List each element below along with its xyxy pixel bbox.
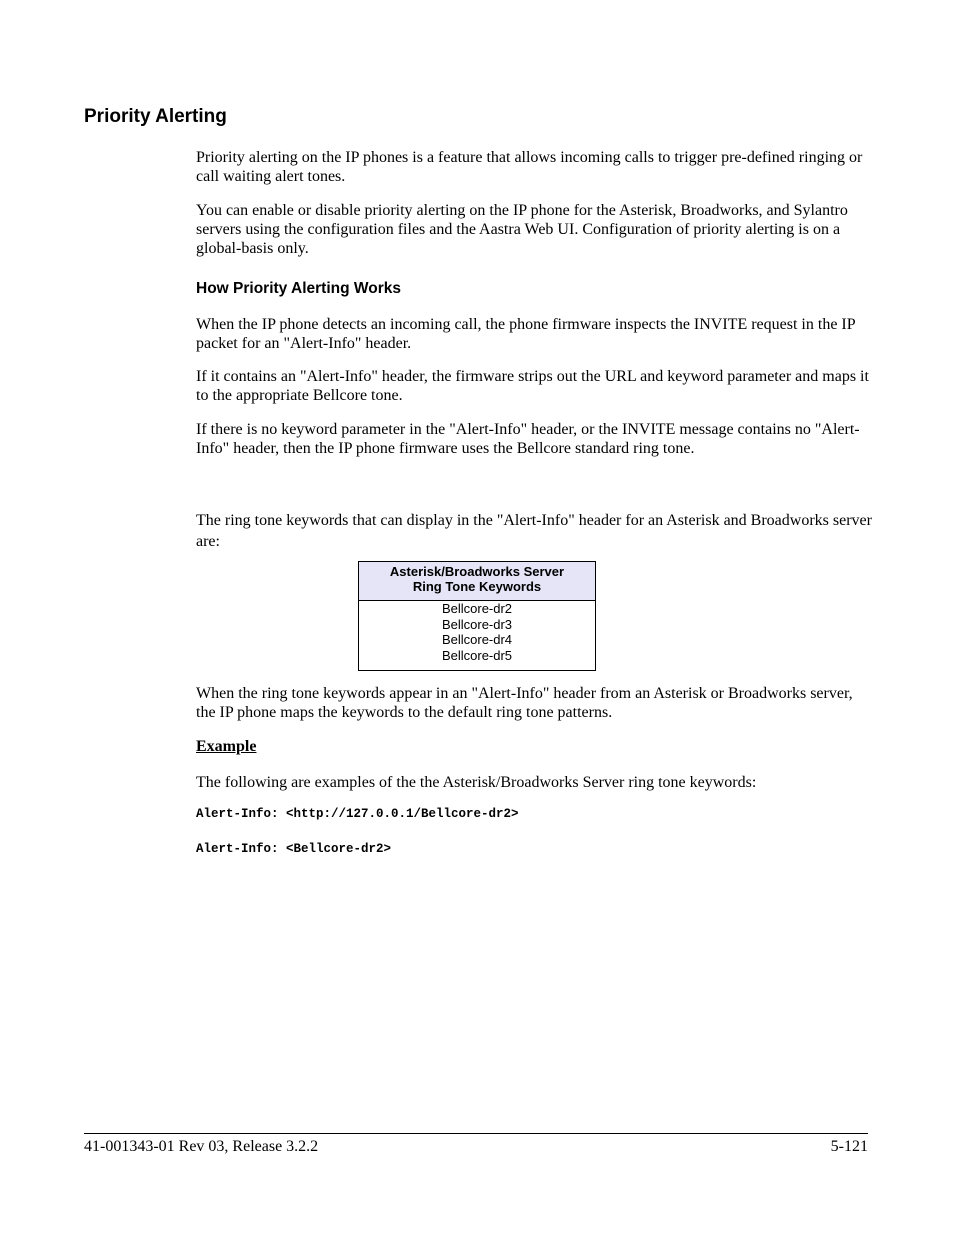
- how-paragraph-2: If it contains an "Alert-Info" header, the firmware strips out the URL and keyword parameter and maps it to the appropriate Bellcore tone.: [196, 368, 869, 404]
- ring-tone-keywords-table: [358, 561, 596, 671]
- footer-page-number: 5-121: [830, 1138, 868, 1155]
- footer-divider: [84, 1133, 868, 1134]
- intro-paragraph-1: Priority alerting on the IP phones is a feature that allows incoming calls to trigger pre-defined ringing or call waiting alert tones.: [196, 149, 863, 185]
- keywords-intro-paragraph: The ring tone keywords that can display in the "Alert-Info" header for an Asterisk and Broadworks server are:: [196, 512, 872, 550]
- example-intro-paragraph: The following are examples of the the Asterisk/Broadworks Server ring tone keywords:: [196, 774, 757, 791]
- keyword-item: Bellcore-dr4: [441, 632, 513, 647]
- code-line-1: Alert-Info: <http://127.0.0.1/Bellcore-dr2>: [196, 807, 519, 821]
- keyword-item: Bellcore-dr5: [441, 647, 513, 663]
- keyword-item: Bellcore-dr2: [441, 601, 513, 616]
- how-paragraph-3: If there is no keyword parameter in the "Alert-Info" header, or the INVITE message contains no "Alert-Info" header, then the IP phone firmware uses the Bellcore standard ring tone.: [196, 421, 860, 457]
- footer-doc-id: 41-001343-01 Rev 03, Release 3.2.2: [84, 1138, 319, 1155]
- example-heading: Example: [196, 738, 257, 755]
- code-line-2: Alert-Info: <Bellcore-dr2>: [196, 842, 392, 856]
- subsection-title: How Priority Alerting Works: [196, 280, 401, 297]
- table-header-line-2: Ring Tone Keywords: [412, 579, 542, 594]
- table-keywords-cell: [359, 601, 596, 671]
- after-table-paragraph: When the ring tone keywords appear in an "Alert-Info" header from an Asterisk or Broadworks server, the IP phone maps the keywords to the default ring tone patterns.: [196, 685, 853, 721]
- keyword-item: Bellcore-dr3: [441, 616, 513, 632]
- table-header: [359, 562, 596, 601]
- intro-paragraph-2: You can enable or disable priority alerting on the IP phone for the Asterisk, Broadworks, and Sylantro servers using the configuration files and the Aastra Web UI. Configuration of priority alerting is on a global-basis only.: [196, 202, 848, 257]
- table-header-line-1: Asterisk/Broadworks Server: [389, 564, 565, 579]
- how-paragraph-1: When the IP phone detects an incoming call, the phone firmware inspects the INVITE request in the IP packet for an "Alert-Info" header.: [196, 316, 856, 352]
- section-title: Priority Alerting: [84, 106, 227, 127]
